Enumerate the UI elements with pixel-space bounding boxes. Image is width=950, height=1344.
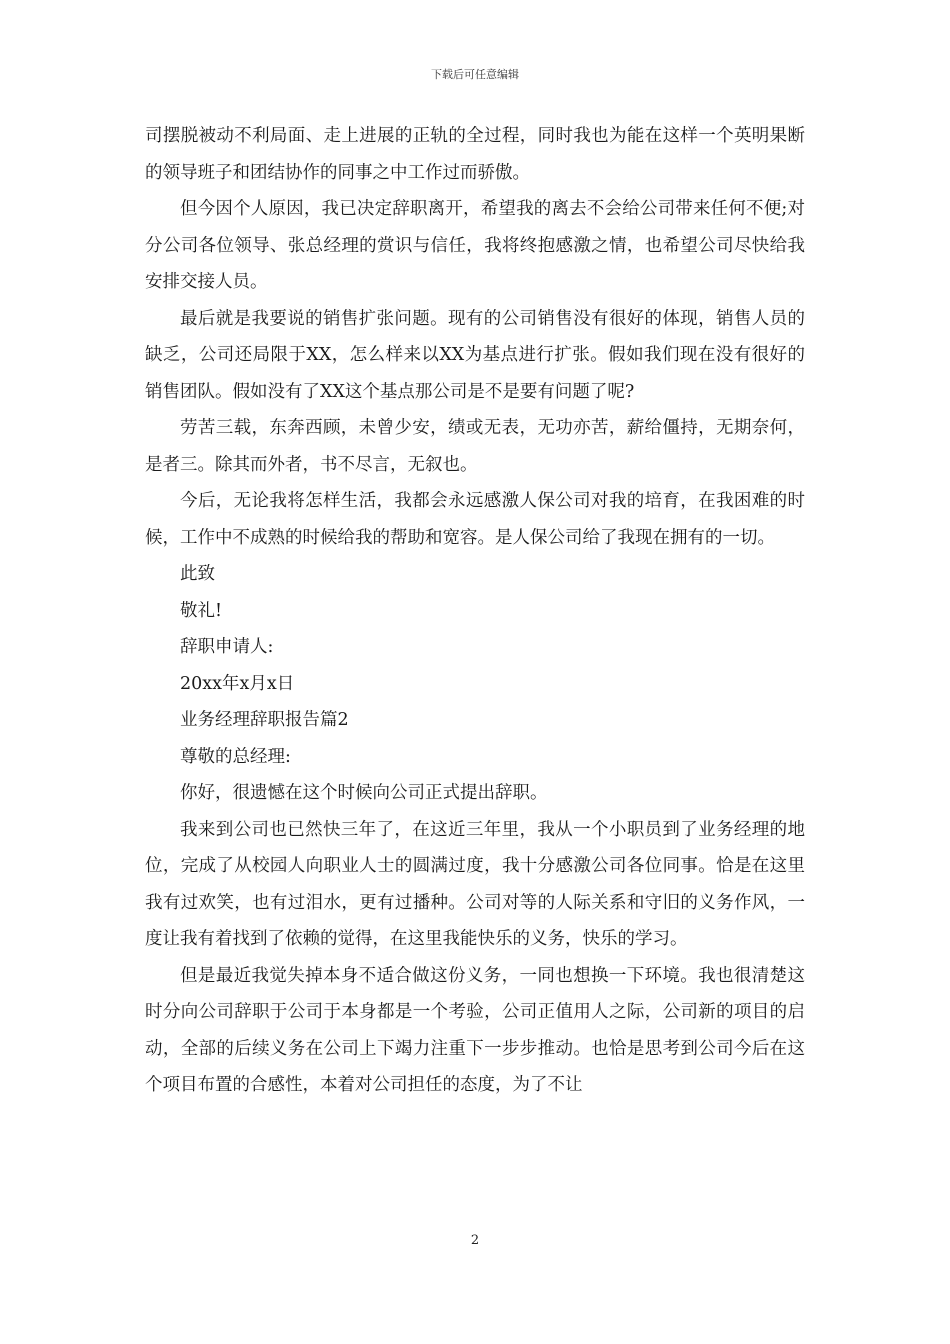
paragraph-continuation: 司摆脱被动不利局面、走上进展的正轨的全过程，同时我也为能在这样一个英明果断的领导班子和团结协作的同事之中工作过而骄傲。 [145, 126, 805, 183]
applicant-signature: 辞职申请人: [180, 637, 274, 657]
section-title: 业务经理辞职报告篇2 [180, 710, 349, 730]
paragraph-decision: 但是最近我觉失掉本身不适合做这份义务，一同也想换一下环境。我也很清楚这时分向公司辞职于公司于本身都是一个考验，公司正值用人之际，公司新的项目的启动，全部的后续义务在公司上下竭力注重下一步步推动。也恰是思考到公司今后在这个项目布置的合感性，本着对公司担任的态度，为了不让 [145, 965, 805, 1095]
paragraph-hardship: 劳苦三载，东奔西顾，未曾少安，绩或无表，无功亦苦，薪给僵持，无期奈何，是者三。除其而外者，书不尽言，无叙也。 [145, 418, 805, 475]
paragraph-experience: 我来到公司也已然快三年了，在这近三年里，我从一个小职员到了业务经理的地位，完成了从校园人向职业人士的圆满过度，我十分感激公司各位同事。恰是在这里我有过欢笑，也有过泪水，更有过播种。公司对等的人际关系和守旧的义务作风，一度让我有着找到了依赖的觉得，在这里我能快乐的义务，快乐的学习。 [145, 819, 805, 949]
paragraph-resignation-reason: 但今因个人原因，我已决定辞职离开，希望我的离去不会给公司带来任何不便;对分公司各位领导、张总经理的赏识与信任，我将终抱感激之情，也希望公司尽快给我安排交接人员。 [145, 199, 805, 292]
paragraph-sales-expansion: 最后就是我要说的销售扩张问题。现有的公司销售没有很好的体现，销售人员的缺乏，公司还局限于XX，怎么样来以XX为基点进行扩张。假如我们现在没有很好的销售团队。假如没有了XX这个基点那公司是不是要有问题了呢? [145, 308, 805, 402]
header-note: 下载后可任意编辑 [431, 68, 519, 81]
paragraph-opening: 你好，很遗憾在这个时候向公司正式提出辞职。 [180, 783, 548, 803]
closing-salutation: 此致 [180, 564, 215, 584]
document-body [145, 118, 805, 1104]
greeting: 尊敬的总经理: [180, 746, 291, 767]
page-number: 2 [470, 1233, 480, 1248]
paragraph-gratitude: 今后，无论我将怎样生活，我都会永远感激人保公司对我的培育，在我困难的时候，工作中不成熟的时候给我的帮助和宽容。是人保公司给了我现在拥有的一切。 [145, 491, 805, 548]
closing-regards: 敬礼! [180, 600, 223, 621]
signature-date: 20xx年x月x日 [180, 673, 295, 694]
